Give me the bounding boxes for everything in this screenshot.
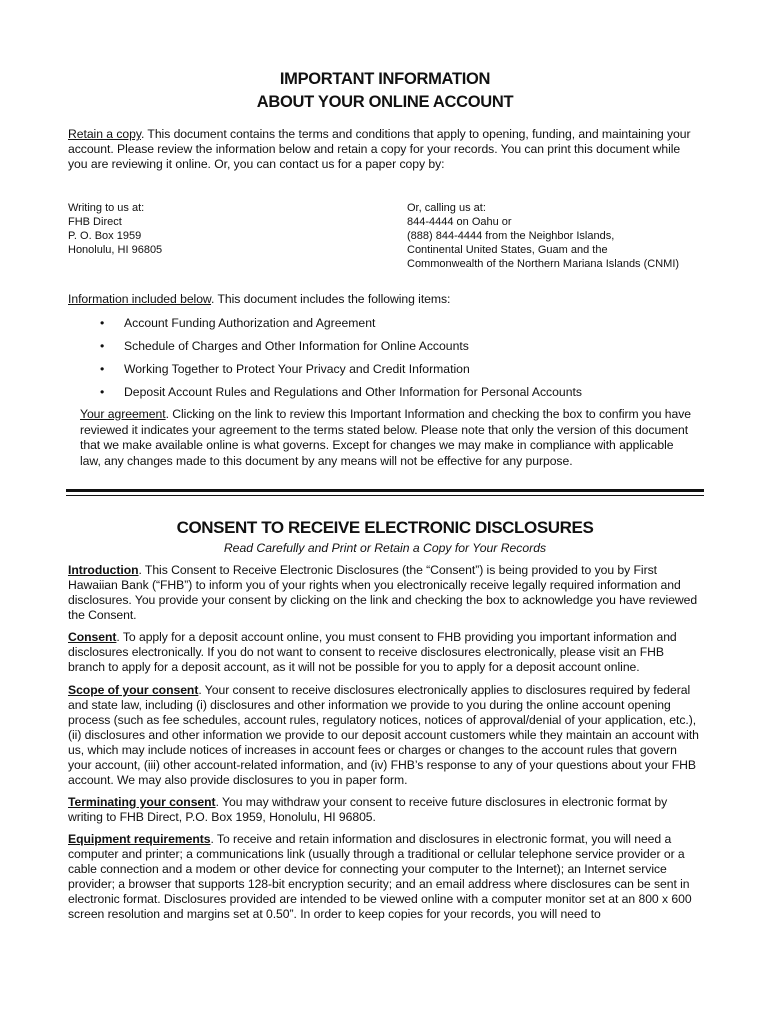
agreement-text: . Clicking on the link to review this Important Information and checking the box to confirm you have reviewed it indicates your agreement to the terms stated below. Please note that only the version of this document that we make available online is what governs. Except for changes we may make in compliance with applicable law, any changes made to this document by any means will not be effective for any purpose.: [80, 407, 692, 468]
writing-address: [68, 201, 162, 257]
calling-line: Commonwealth of the Northern Mariana Islands (CNMI): [407, 258, 680, 270]
list-item-text: Deposit Account Rules and Regulations and Other Information for Personal Accounts: [124, 385, 582, 399]
scope-paragraph: [68, 683, 700, 788]
terminating-text: . You may withdraw your consent to receive future disclosures in electronic format by writing to FHB Direct, P.O. Box 1959, Honolulu, HI 96805.: [68, 795, 668, 824]
list-item: [100, 362, 470, 377]
list-item-text: Account Funding Authorization and Agreement: [124, 316, 376, 330]
consent-paragraph: [68, 630, 700, 675]
equipment-label: Equipment requirements: [68, 832, 211, 846]
included-paragraph: [68, 292, 702, 307]
writing-line: Honolulu, HI 96805: [68, 244, 163, 256]
agreement-label: Your agreement: [80, 407, 166, 421]
calling-info: [407, 201, 679, 271]
bullet-icon: •: [100, 339, 105, 353]
introduction-label: Introduction: [68, 563, 139, 577]
introduction-text: . This Consent to Receive Electronic Disclosures (the “Consent”) is being provided to you by First Hawaiian Bank (“FHB”) to inform you of your rights when you electronically receive legally required information and disclosures. You provide your consent by clicking on the link and checking the box to acknowledge you have reviewed the Consent.: [68, 563, 698, 622]
terminating-label: Terminating your consent: [68, 795, 216, 809]
writing-line: P. O. Box 1959: [68, 230, 142, 242]
calling-line: Continental United States, Guam and the: [407, 244, 608, 256]
consent-subtitle: Read Carefully and Print or Retain a Copy for Your Records: [223, 541, 547, 555]
calling-line: (888) 844-4444 from the Neighbor Islands,: [407, 230, 615, 242]
scope-text: . Your consent to receive disclosures electronically applies to disclosures required by federal and state law, including (i) disclosures and other information we provide to you during the online account opening process (such as fee schedules, account rules, regulatory notices, notices of approval/denial of your application, etc.), (ii) disclosures and other information we provide to our deposit account customers while they maintain an account with us, which may include notices of increases in account fees or charges or changes to the account rules that govern your account, (iii) other account-related information, and (iv) FHB’s response to any of your questions about your FHB account. We may also provide disclosures to you in paper form.: [68, 683, 699, 787]
writing-line: FHB Direct: [68, 216, 122, 228]
bullet-icon: •: [100, 385, 105, 399]
calling-line: Or, calling us at:: [407, 202, 486, 214]
list-item-text: Schedule of Charges and Other Information for Online Accounts: [124, 339, 469, 353]
writing-line: Writing to us at:: [68, 202, 145, 214]
consent-label: Consent: [68, 630, 117, 644]
list-item: [100, 339, 469, 354]
divider-thin: [66, 495, 704, 496]
document-title-line2: ABOUT YOUR ONLINE ACCOUNT: [256, 93, 514, 111]
divider-thick: [66, 489, 704, 492]
bullet-icon: •: [100, 316, 105, 330]
equipment-paragraph: [68, 832, 700, 922]
equipment-text: . To receive and retain information and disclosures in electronic format, you will need a computer and printer; a communications link (usually through a traditional or cellular telephone service provider or a cable connection and a modem or other device for connecting your computer to the Internet); an Internet service provider; a browser that supports 128-bit encryption security; and an email address where disclosures can be sent in electronic format. Disclosures provided are intended to be viewed online with a computer monitor set at an 800 x 600 screen resolution and margins set at 0.50”. In order to keep copies for your records, you will need to: [68, 832, 692, 921]
agreement-paragraph: [80, 407, 694, 469]
consent-text: . To apply for a deposit account online, you must consent to FHB providing you important information and disclosures electronically. If you do not want to consent to receive disclosures electronically, please visit an FHB branch to apply for a deposit account, as it will not be possible for you to apply for a deposit account online.: [68, 630, 677, 674]
document-title-line1: IMPORTANT INFORMATION: [279, 70, 491, 88]
scope-label: Scope of your consent: [68, 683, 199, 697]
consent-title: CONSENT TO RECEIVE ELECTRONIC DISCLOSURES: [176, 518, 594, 537]
included-text: . This document includes the following items:: [211, 292, 451, 306]
bullet-icon: •: [100, 362, 105, 376]
list-item: [100, 385, 582, 400]
retain-label: Retain a copy: [68, 127, 141, 141]
calling-line: 844-4444 on Oahu or: [407, 216, 512, 228]
terminating-paragraph: [68, 795, 700, 825]
retain-paragraph: [68, 127, 702, 172]
list-item: [100, 316, 375, 331]
introduction-paragraph: [68, 563, 700, 623]
included-label: Information included below: [68, 292, 212, 306]
retain-text: . This document contains the terms and conditions that apply to opening, funding, and maintaining your account. Please review the information below and retain a copy for your records. You can print this document while you are reviewing it online. Or, you can contact us for a paper copy by:: [68, 127, 691, 171]
list-item-text: Working Together to Protect Your Privacy and Credit Information: [124, 362, 470, 376]
